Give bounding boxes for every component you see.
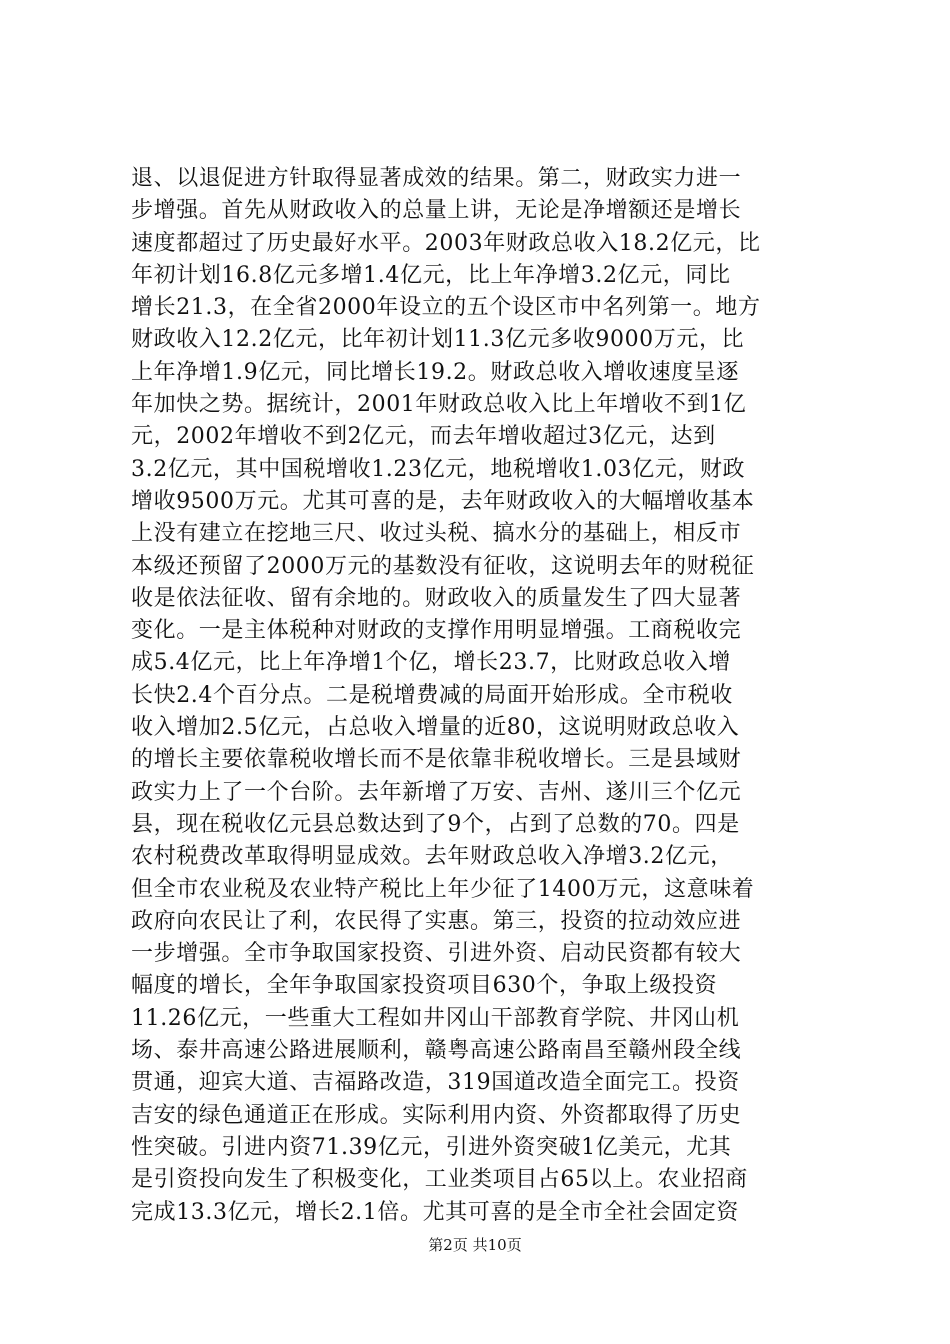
- text-line: 一步增强。全市争取国家投资、引进外资、启动民资都有较大: [131, 941, 742, 967]
- page-footer: 第2页 共10页: [428, 1236, 522, 1254]
- body-paragraph: [131, 163, 821, 1229]
- text-line: 县，现在税收亿元县总数达到了9个，占到了总数的70。四是: [131, 811, 740, 837]
- text-line: 的增长主要依靠税收增长而不是依靠非税收增长。三是县域财: [131, 747, 742, 773]
- text-line: 收是依法征收、留有余地的。财政收入的质量发生了四大显著: [131, 585, 742, 611]
- text-line: 收入增加2.5亿元，占总收入增量的近80，这说明财政总收入: [131, 715, 740, 741]
- text-line: 上年净增1.9亿元，同比增长19.2。财政总收入增收速度呈逐: [131, 359, 739, 385]
- text-line: 完成13.3亿元，增长2.1倍。尤其可喜的是全市全社会固定资: [131, 1199, 739, 1225]
- text-line: 增长21.3，在全省2000年设立的五个设区市中名列第一。地方: [131, 295, 761, 321]
- text-line: 政实力上了一个台阶。去年新增了万安、吉州、遂川三个亿元: [131, 779, 742, 805]
- text-line: 11.26亿元，一些重大工程如井冈山干部教育学院、井冈山机: [131, 1005, 740, 1031]
- text-line: 元，2002年增收不到2亿元，而去年增收超过3亿元，达到: [131, 424, 716, 450]
- text-line: 年加快之势。据统计，2001年财政总收入比上年增收不到1亿: [131, 392, 747, 418]
- text-line: 场、泰井高速公路进展顺利，赣粤高速公路南昌至赣州段全线: [131, 1038, 742, 1064]
- text-line: 步增强。首先从财政收入的总量上讲，无论是净增额还是增长: [131, 198, 742, 224]
- text-line: 贯通，迎宾大道、吉福路改造，319国道改造全面完工。投资: [131, 1070, 740, 1096]
- text-line: 幅度的增长，全年争取国家投资项目630个，争取上级投资: [131, 973, 718, 999]
- text-line: 本级还预留了2000万元的基数没有征收，这说明去年的财税征: [131, 553, 755, 579]
- text-line: 上没有建立在挖地三尺、收过头税、搞水分的基础上，相反市: [131, 521, 742, 547]
- text-line: 速度都超过了历史最好水平。2003年财政总收入18.2亿元，比: [131, 230, 761, 256]
- text-line: 增收9500万元。尤其可喜的是，去年财政收入的大幅增收基本: [131, 488, 755, 514]
- text-line: 财政收入12.2亿元，比年初计划11.3亿元多收9000万元，比: [131, 327, 745, 353]
- text-line: 成5.4亿元，比上年净增1个亿，增长23.7，比财政总收入增: [131, 650, 731, 676]
- text-line: 是引资投向发生了积极变化，工业类项目占65以上。农业招商: [131, 1167, 748, 1193]
- text-line: 但全市农业税及农业特产税比上年少征了1400万元，这意味着: [131, 876, 755, 902]
- text-line: 长快2.4个百分点。二是税增费减的局面开始形成。全市税收: [131, 682, 733, 708]
- text-line: 吉安的绿色通道正在形成。实际利用内资、外资都取得了历史: [131, 1102, 742, 1128]
- text-line: 变化。一是主体税种对财政的支撑作用明显增强。工商税收完: [131, 618, 742, 644]
- text-line: 年初计划16.8亿元多增1.4亿元，比上年净增3.2亿元，同比: [131, 262, 731, 288]
- text-line: 政府向农民让了利，农民得了实惠。第三，投资的拉动效应进: [131, 908, 742, 934]
- text-line: 性突破。引进内资71.39亿元，引进外资突破1亿美元，尤其: [131, 1134, 732, 1160]
- text-line: 退、以退促进方针取得显著成效的结果。第二，财政实力进一: [131, 166, 742, 191]
- text-line: 3.2亿元，其中国税增收1.23亿元，地税增收1.03亿元，财政: [131, 456, 746, 482]
- text-line: 农村税费改革取得明显成效。去年财政总收入净增3.2亿元，: [131, 844, 733, 870]
